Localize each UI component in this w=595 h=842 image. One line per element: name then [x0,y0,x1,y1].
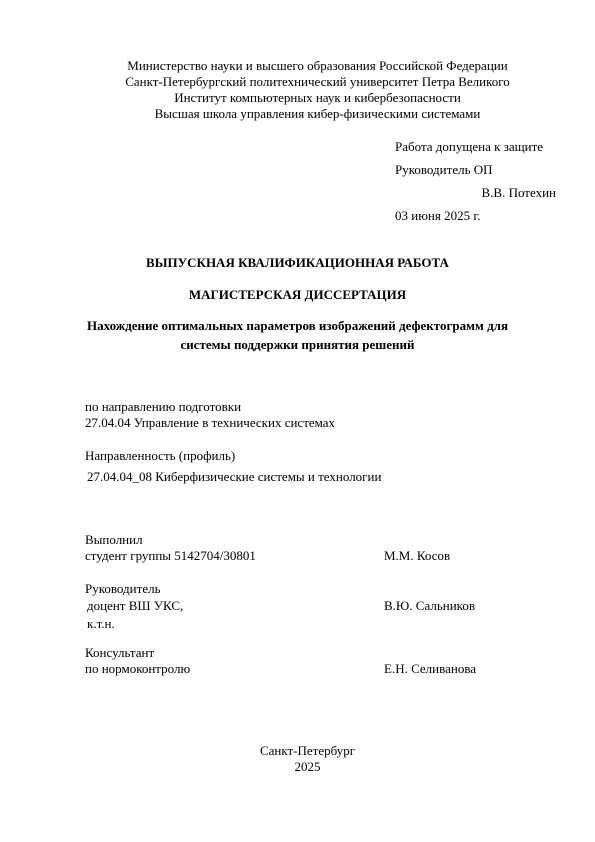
university-name: Санкт-Петербургский политехнический университет Петра Великого [125,74,510,89]
degree-title: МАГИСТЕРСКАЯ ДИССЕРТАЦИЯ [188,287,407,302]
author-group: студент группы 5142704/30801 [85,548,256,563]
direction-value: 27.04.04 Управление в технических системах [85,415,336,430]
profile-value: 27.04.04_08 Киберфизические системы и технологии [87,469,382,484]
consultant-name: Е.Н. Селиванова [384,661,477,676]
approval-admitted: Работа допущена к защите [395,139,544,154]
supervisor-label: Руководитель [85,581,161,596]
topic-line-1: Нахождение оптимальных параметров изображений дефектограмм для [86,318,509,333]
ministry-name: Министерство науки и высшего образования Российской Федерации [127,58,508,73]
supervisor-name: В.Ю. Сальников [384,598,475,613]
footer-city: Санкт-Петербург [259,743,356,758]
school-name: Высшая школа управления кибер-физическими системами [154,106,481,121]
direction-label: по направлению подготовки [85,399,242,414]
supervisor-degree: к.т.н. [87,616,115,631]
author-name: М.М. Косов [384,548,451,563]
profile-label: Направленность (профиль) [85,448,236,463]
author-label: Выполнил [85,532,143,547]
consultant-label: Консультант [85,645,155,660]
consultant-role: по нормоконтролю [85,661,191,676]
topic-line-2: системы поддержки принятия решений [180,337,415,352]
approval-name: В.В. Потехин [481,185,556,200]
work-type-title: ВЫПУСКНАЯ КВАЛИФИКАЦИОННАЯ РАБОТА [146,255,449,270]
supervisor-position: доцент ВШ УКС, [87,598,184,613]
footer-year: 2025 [294,759,321,774]
approval-role: Руководитель ОП [395,162,493,177]
approval-date: 03 июня 2025 г. [395,208,481,223]
approval-block [395,139,575,231]
institute-name: Институт компьютерных наук и кибербезопасности [174,90,461,105]
